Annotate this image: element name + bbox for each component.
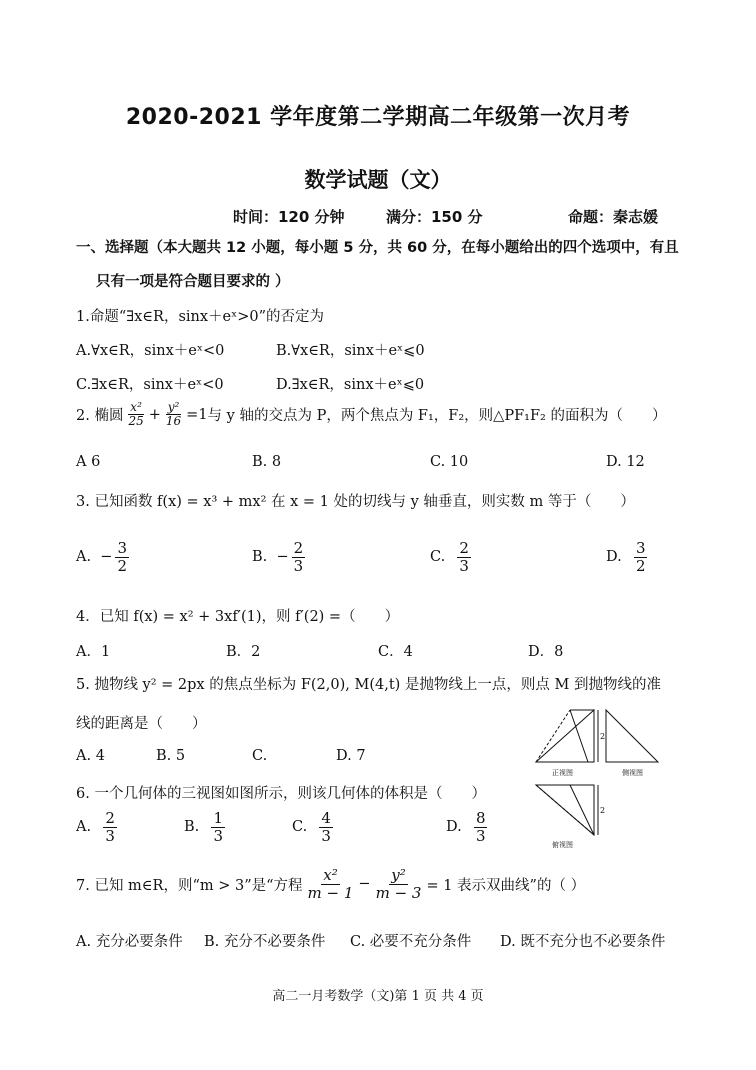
section-heading: 一、选择题（本大题共 12 小题，每小题 5 分，共 60 分，在每小题给出的四个选项中，有且	[76, 240, 679, 256]
top-view-label: 俯视图	[552, 841, 573, 849]
q4-option-a: A．1	[76, 644, 111, 660]
q3-option-a: A. − $\frac{3}{2}$	[76, 539, 128, 575]
q2-plus: +	[148, 406, 161, 423]
q6-option-d: D. $\frac{8}{3}$	[446, 809, 486, 845]
exam-title: 2020-2021 学年度第二学期高二年级第一次月考	[125, 105, 631, 130]
q6-option-b: B. $\frac{1}{3}$	[184, 809, 224, 845]
q7-option-d: D. 既不充分也不必要条件	[500, 934, 666, 950]
front-view-label: 正视图	[552, 769, 573, 777]
question-2-stem	[76, 401, 666, 428]
front-dim: 2	[600, 732, 606, 741]
q2-eq: =1	[186, 406, 208, 423]
q3-option-b: B. − $\frac{2}{3}$	[252, 539, 304, 575]
q5-option-c: C.	[252, 748, 268, 764]
three-view-figure	[530, 703, 665, 849]
exam-subtitle: 数学试题（文）	[304, 168, 452, 192]
q5-option-d: D. 7	[336, 748, 366, 764]
exam-time: 时间：120 分钟	[233, 208, 345, 226]
q2-option-a: A 6	[76, 454, 101, 470]
q2-option-b: B. 8	[252, 454, 282, 470]
q2-option-d: D. 12	[606, 454, 645, 470]
side-view	[606, 710, 658, 762]
q1-option-c: C.∃x∈R，sinx＋eˣ<0	[76, 377, 224, 393]
q5-option-a: A. 4	[76, 748, 105, 764]
q3-option-c: C. $\frac{2}{3}$	[430, 539, 469, 575]
q2-prefix: 2. 椭圆	[76, 408, 124, 425]
q5-option-b: B. 5	[156, 748, 186, 764]
q2-frac-x: $\frac{\text{x²}}{25}$	[128, 400, 144, 429]
q7-option-c: C. 必要不充分条件	[350, 934, 472, 950]
question-1-stem: 1.命题“∃x∈R，sinx＋eˣ>0”的否定为	[76, 309, 325, 325]
q2-frac-y: $\frac{\text{y²}}{16}$	[165, 400, 182, 429]
q7-minus: −	[358, 876, 371, 892]
q1-option-a: A.∀x∈R，sinx＋eˣ<0	[76, 343, 225, 359]
q7-prefix: 7. 已知 m∈R，则“m > 3”是“方程	[76, 877, 303, 894]
q4-option-d: D．8	[528, 644, 564, 660]
q7-frac-x: $\frac{\text{x²}}{m - 1}$	[307, 866, 354, 902]
question-6-stem: 6. 一个几何体的三视图如图所示，则该几何体的体积是（ ）	[76, 786, 486, 802]
q7-option-a: A. 充分必要条件	[76, 934, 183, 950]
q4-option-c: C．4	[378, 644, 413, 660]
section-heading-cont: 只有一项是符合题目要求的 ）	[96, 274, 290, 290]
question-3-stem: 3. 已知函数 f(x) = x³ + mx² 在 x = 1 处的切线与 y 轴垂直，则实数 m 等于（ ）	[76, 494, 635, 510]
q3-option-d: D. $\frac{3}{2}$	[606, 539, 646, 575]
q4-option-b: B．2	[226, 644, 261, 660]
question-5-line1: 5. 抛物线 y² = 2px 的焦点坐标为 F(2,0), M(4,t) 是抛物线上一点，则点 M 到抛物线的准	[76, 677, 661, 693]
exam-score: 满分：150 分	[386, 208, 483, 226]
question-7-stem	[76, 867, 585, 901]
q6-option-a: A. $\frac{2}{3}$	[76, 809, 115, 845]
q7-suffix: = 1 表示双曲线”的（ ）	[426, 877, 586, 894]
question-4-stem: 4．已知 f(x) = x² + 3xf′(1)，则 f′(2) =（ ）	[76, 609, 400, 625]
top-view	[536, 785, 598, 835]
q2-rest: 与 y 轴的交点为 P，两个焦点为 F₁，F₂，则△PF₁F₂ 的面积为（ ）	[207, 408, 667, 425]
top-dim: 2	[600, 806, 606, 815]
q6-option-c: C. $\frac{4}{3}$	[292, 809, 331, 845]
q7-frac-y: $\frac{\text{y²}}{m - 3}$	[375, 866, 422, 902]
q7-option-b: B. 充分不必要条件	[204, 934, 326, 950]
q2-option-c: C. 10	[430, 454, 469, 470]
q1-option-d: D.∃x∈R，sinx＋eˣ⩽0	[276, 377, 425, 393]
q1-option-b: B.∀x∈R，sinx＋eˣ⩽0	[276, 343, 425, 359]
front-view	[536, 710, 598, 762]
exam-author: 命题：秦志媛	[568, 208, 659, 226]
question-5-line2: 线的距离是（ ）	[76, 716, 207, 732]
page-footer: 高二一月考数学（文)第 1 页 共 4 页	[272, 989, 484, 1004]
side-view-label: 侧视图	[622, 769, 643, 777]
